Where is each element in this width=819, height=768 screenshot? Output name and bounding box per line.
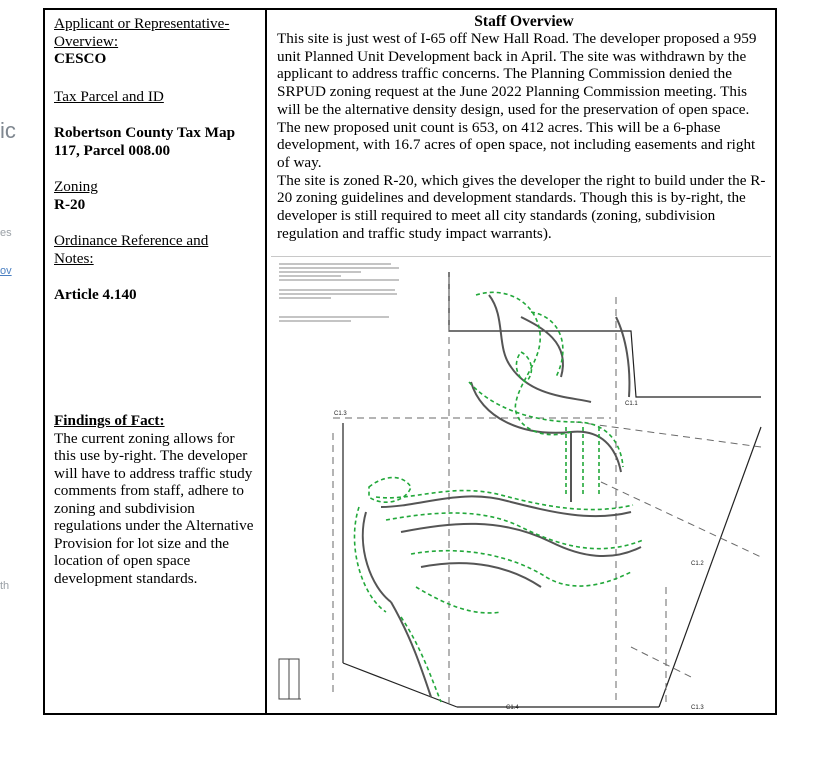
ordinance-label: Ordinance Reference and Notes: [54,232,209,267]
tax-parcel-section [54,88,260,106]
edge-text-3: th [0,580,10,592]
plan-notes-text [279,264,399,321]
staff-overview-paragraph-1: This site is just west of I-65 off New Hall Road. The developer proposed a 959 unit Planned Unit Development back in April. The site was withdrawn by the applicant to address traffic concerns. The Planning Commission denied the SRPUD zoning request at the June 2022 Planning Commission meeting. This will be the alternative density design, used for the preservation of open space. The new proposed unit count is 653, on 412 acres. This will be a 6-phase development, with 16.7 acres of open space, not including easements and right of way. [277,30,757,171]
findings-text: The current zoning allows for this use by-right. The developer will have to address traffic study comments from staff, adhere to zoning and subdivision regulations under the Alternative Provision for lot size and the location of open space development standards. [54,429,254,587]
lot-layout [354,292,643,702]
sheet-labels [334,401,704,711]
tax-parcel-value-section [54,124,254,159]
ordinance-section [54,232,234,267]
edge-text-1: ic [0,118,16,143]
staff-overview-paragraph-2: The site is zoned R-20, which gives the developer the right to build under the R-20 zoning guidelines and development standards. Though this is by-right, the developer is still required to meet all city standards (zoning, subdivision regulation and traffic study impact warrants). [277,171,766,242]
sheet-label-5: C1.3 [691,705,704,711]
applicant-label: Applicant or Representative-Overview: [54,15,230,50]
zoning-label: Zoning [54,178,98,195]
findings-label: Findings of Fact: [54,412,165,429]
findings-section [54,412,254,587]
site-plan-svg [271,257,771,713]
ordinance-value: Article 4.140 [54,286,137,303]
sheet-label-4: C1.4 [506,705,519,711]
applicant-section [54,15,260,68]
tax-parcel-label: Tax Parcel and ID [54,88,164,105]
site-plan-drawing [271,256,771,713]
applicant-value: CESCO [54,50,107,67]
staff-report-table [43,8,777,715]
edge-text-2: es [0,227,12,239]
viewer-left-edge [0,0,14,768]
staff-overview-title: Staff Overview [474,13,574,30]
sheet-match-lines [333,277,761,705]
report-left-column [45,10,267,713]
plan-detail-symbol [279,659,301,699]
sheet-label-3: C1.2 [691,561,704,567]
edge-link[interactable]: ov [0,265,12,277]
sheet-label-2: C1.1 [625,401,638,407]
zoning-section [54,178,260,213]
report-right-column [267,10,775,713]
zoning-value: R-20 [54,195,86,213]
tax-parcel-value: Robertson County Tax Map 117, Parcel 008.00 [54,124,236,159]
article-section [54,286,260,304]
sheet-label-1: C1.3 [334,411,347,417]
